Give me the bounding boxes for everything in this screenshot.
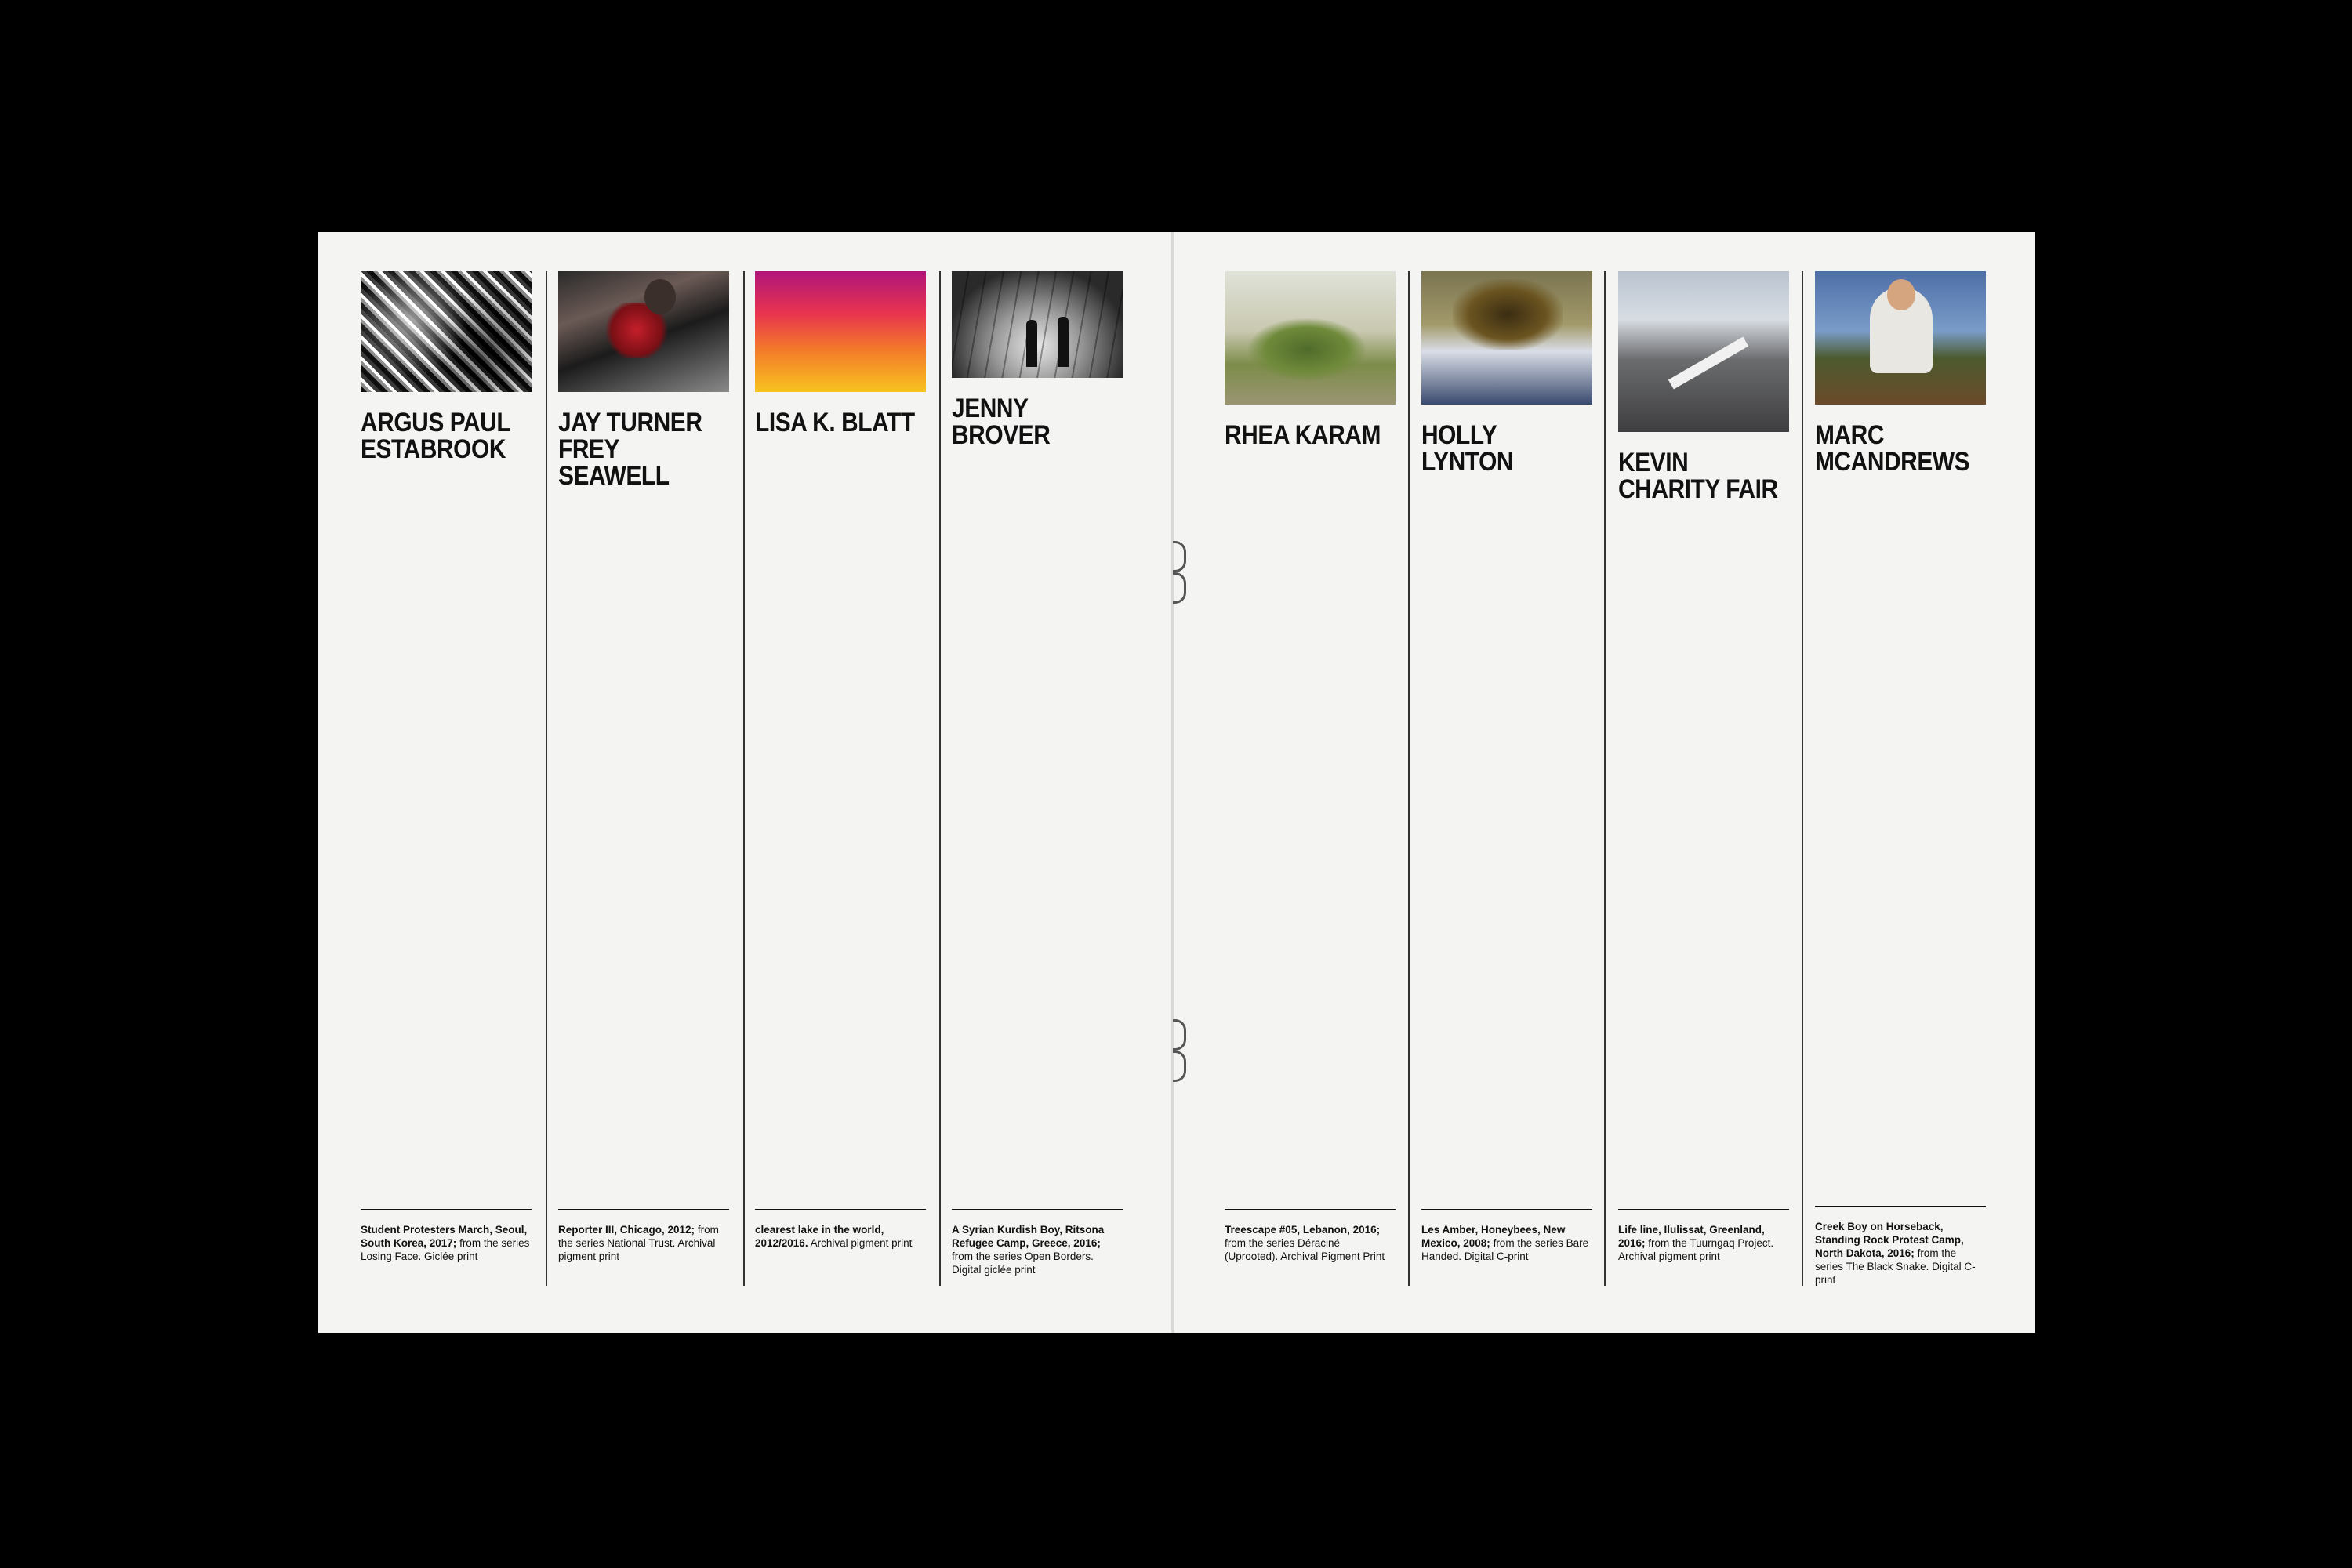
artist-photo xyxy=(1225,271,1396,405)
column-divider xyxy=(743,271,745,1286)
artist-name: LISA K. BLATT xyxy=(755,408,915,437)
artist-name: MARC MCANDREWS xyxy=(1815,420,1970,477)
caption-lynton xyxy=(1421,1209,1592,1263)
caption-detail: from the series Open Borders. Digital giclée print xyxy=(952,1250,1094,1276)
caption-estabrook xyxy=(361,1209,532,1263)
artist-column-mcandrews xyxy=(1815,271,1987,475)
caption-fair xyxy=(1618,1209,1789,1263)
artist-name: RHEA KARAM xyxy=(1225,420,1381,450)
artist-column-lynton xyxy=(1421,271,1594,475)
artist-photo xyxy=(1421,271,1592,405)
artist-column-fair xyxy=(1618,271,1791,503)
caption-detail: from the series The Black Snake. Digital C-print xyxy=(1815,1247,1976,1286)
column-divider xyxy=(939,271,941,1286)
column-divider xyxy=(1604,271,1606,1286)
artist-photo xyxy=(361,271,532,392)
artist-column-brover xyxy=(952,271,1124,448)
caption-title: Life line, Ilulissat, Greenland, 2016; xyxy=(1618,1224,1765,1249)
caption-detail: from the Tuurngaq Project. Archival pigment print xyxy=(1618,1237,1774,1262)
column-divider xyxy=(546,271,547,1286)
artist-name: JENNY BROVER xyxy=(952,394,1051,450)
caption-rule xyxy=(755,1209,926,1210)
caption-detail: from the series National Trust. Archival pigment print xyxy=(558,1224,719,1262)
artist-name: JAY TURNER FREY SEAWELL xyxy=(558,408,702,491)
caption-blatt xyxy=(755,1209,926,1250)
caption-rule xyxy=(952,1209,1123,1210)
artist-column-estabrook xyxy=(361,271,533,870)
staple-top xyxy=(1173,541,1186,572)
artist-photo xyxy=(1618,271,1789,432)
caption-brover xyxy=(952,1209,1123,1276)
column-divider xyxy=(1408,271,1410,1286)
caption-detail: Archival pigment print xyxy=(810,1237,913,1249)
caption-rule xyxy=(1618,1209,1789,1210)
caption-rule xyxy=(1815,1206,1986,1207)
artist-column-blatt xyxy=(755,271,927,436)
caption-karam xyxy=(1225,1209,1396,1263)
caption-title: A Syrian Kurdish Boy, Ritsona Refugee Camp, Greece, 2016; xyxy=(952,1224,1105,1249)
caption-title: Creek Boy on Horseback, Standing Rock Protest Camp, North Dakota, 2016; xyxy=(1815,1221,1964,1259)
caption-detail: from the series Bare Handed. Digital C-print xyxy=(1421,1237,1589,1262)
artist-text xyxy=(361,463,533,870)
artist-column-seawell xyxy=(558,271,731,489)
caption-title: Les Amber, Honeybees, New Mexico, 2008; xyxy=(1421,1224,1566,1249)
caption-title: clearest lake in the world, 2012/2016. xyxy=(755,1224,884,1249)
artist-photo xyxy=(558,271,729,392)
artist-name: HOLLY LYNTON xyxy=(1421,420,1514,477)
artist-photo xyxy=(1815,271,1986,405)
caption-rule xyxy=(1421,1209,1592,1210)
caption-detail: from the series Losing Face. Giclée print xyxy=(361,1237,530,1262)
column-divider xyxy=(1802,271,1803,1286)
artist-column-karam xyxy=(1225,271,1397,448)
caption-title: Reporter III, Chicago, 2012; xyxy=(558,1224,695,1236)
artist-photo xyxy=(755,271,926,392)
caption-title: Treescape #05, Lebanon, 2016; xyxy=(1225,1224,1381,1236)
caption-mcandrews xyxy=(1815,1206,1986,1287)
staple-bottom xyxy=(1173,1019,1186,1051)
caption-rule xyxy=(361,1209,532,1210)
staple-top-2 xyxy=(1173,572,1186,604)
caption-rule xyxy=(1225,1209,1396,1210)
staple-bottom-2 xyxy=(1173,1051,1186,1082)
caption-detail: from the series Déraciné (Uprooted). Archival Pigment Print xyxy=(1225,1237,1385,1262)
caption-seawell xyxy=(558,1209,729,1263)
artist-photo xyxy=(952,271,1123,378)
caption-rule xyxy=(558,1209,729,1210)
artist-name: ARGUS PAUL ESTABROOK xyxy=(361,408,510,464)
caption-title: Student Protesters March, Seoul, South Korea, 2017; xyxy=(361,1224,528,1249)
artist-name: KEVIN CHARITY FAIR xyxy=(1618,448,1778,504)
